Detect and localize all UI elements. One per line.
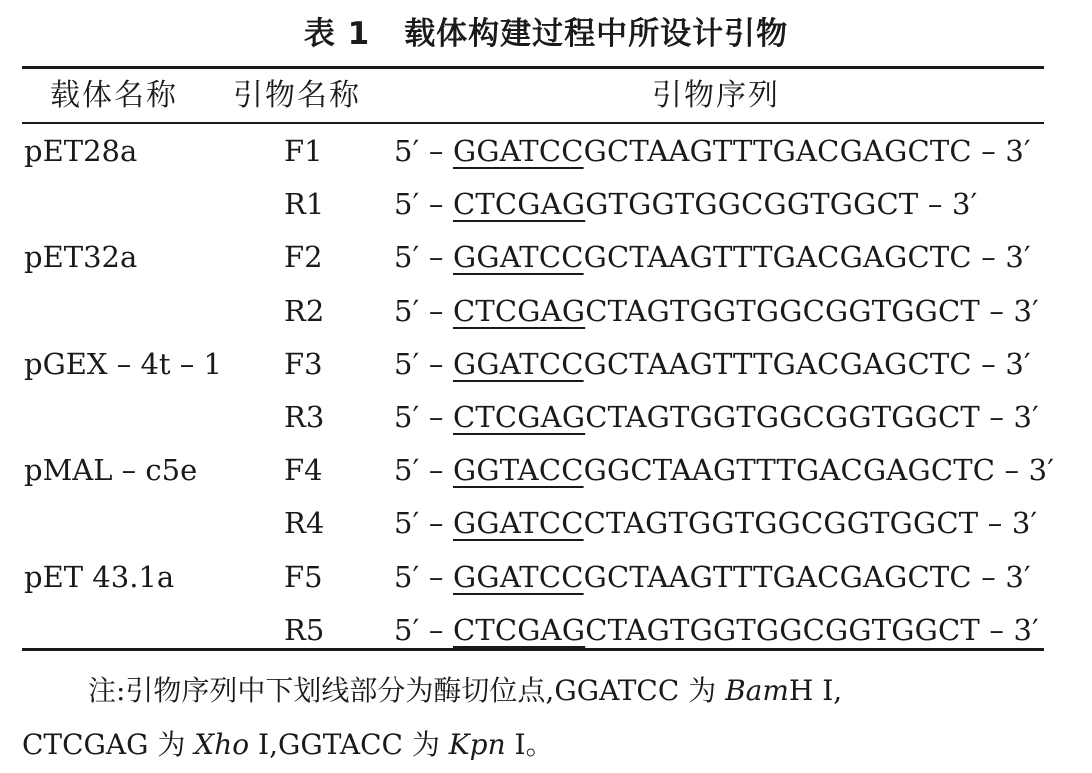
restriction-site: GGTACC — [452, 453, 584, 488]
table-row — [22, 284, 1082, 337]
table-title — [0, 12, 1092, 56]
footnote-part: 注:引物序列中下划线部分为酶切位点,GGATCC 为 — [88, 674, 726, 707]
table-row — [22, 550, 1082, 603]
footnote-part: Ⅰ,GGTACC 为 — [249, 728, 449, 761]
sequence-body: GCTAAGTTTGACGAGCTC — [583, 559, 972, 594]
table-number: 表 1 — [303, 16, 371, 52]
table-row — [22, 443, 1082, 496]
sequence-suffix: – 3′ — [918, 187, 978, 222]
header-primer-name: 引物名称 — [233, 78, 361, 113]
table-row — [22, 337, 1082, 390]
footnote-part: Ⅰ。 — [505, 728, 554, 761]
vector-name: pMAL – c5e — [24, 453, 198, 488]
sequence-body: GCTAAGTTTGACGAGCTC — [583, 240, 972, 275]
table-row — [22, 230, 1082, 283]
primer-sequence — [394, 504, 1037, 542]
table-row — [22, 177, 1082, 230]
table-row — [22, 124, 1082, 177]
primer-sequence — [394, 611, 1039, 649]
sequence-prefix: 5′ – — [394, 134, 453, 168]
sequence-body: GGCTAAGTTTGACGAGCTC — [583, 453, 996, 488]
primer-sequence — [394, 292, 1039, 330]
primer-name: R4 — [284, 506, 325, 541]
sequence-suffix: – 3′ — [971, 346, 1031, 381]
sequence-prefix: 5′ – — [394, 399, 453, 434]
primer-name: F5 — [284, 559, 323, 594]
sequence-body: GCTAAGTTTGACGAGCTC — [583, 134, 972, 168]
sequence-suffix: – 3′ — [979, 399, 1039, 434]
table-row — [22, 496, 1082, 549]
table-caption: 载体构建过程中所设计引物 — [404, 16, 789, 52]
primer-sequence — [394, 238, 1031, 276]
sequence-suffix: – 3′ — [978, 506, 1038, 541]
footnote-part: H Ⅰ, — [788, 674, 843, 707]
sequence-prefix: 5′ – — [394, 453, 453, 488]
restriction-site: GGATCC — [452, 240, 584, 275]
sequence-body: GTGGTGGCGGTGGCT — [585, 187, 919, 222]
primer-name: F1 — [284, 134, 323, 168]
restriction-site: GGATCC — [452, 346, 584, 381]
restriction-site: CTCGAG — [452, 187, 586, 222]
sequence-prefix: 5′ – — [394, 187, 453, 222]
header-primer-sequence: 引物序列 — [652, 78, 780, 113]
primer-name: F3 — [284, 346, 323, 381]
sequence-suffix: – 3′ — [995, 453, 1055, 488]
primer-sequence — [394, 132, 1031, 170]
sequence-body: CTAGTGGTGGCGGTGGCT — [585, 399, 980, 434]
primer-name: R2 — [284, 293, 325, 328]
top-rule — [22, 66, 1044, 69]
restriction-site: GGATCC — [452, 134, 584, 168]
sequence-prefix: 5′ – — [394, 506, 453, 541]
primer-name: R3 — [284, 399, 325, 434]
sequence-prefix: 5′ – — [394, 293, 453, 328]
table-row — [22, 390, 1082, 443]
enzyme-name: Xho — [194, 728, 250, 761]
sequence-body: GCTAAGTTTGACGAGCTC — [583, 346, 972, 381]
primer-name: R1 — [284, 187, 325, 222]
restriction-site: GGATCC — [452, 506, 584, 541]
sequence-body: CTAGTGGTGGCGGTGGCT — [583, 506, 979, 541]
vector-name: pET28a — [24, 134, 138, 168]
header-vector-name: 载体名称 — [50, 78, 178, 113]
primer-name: R5 — [284, 612, 325, 647]
sequence-prefix: 5′ – — [394, 559, 453, 594]
enzyme-name: Kpn — [448, 728, 506, 761]
primer-name: F2 — [284, 240, 323, 275]
sequence-suffix: – 3′ — [971, 559, 1031, 594]
sequence-body: CTAGTGGTGGCGGTGGCT — [585, 293, 980, 328]
primer-sequence — [394, 451, 1054, 489]
table-footnote — [22, 664, 1072, 772]
sequence-suffix: – 3′ — [979, 293, 1039, 328]
restriction-site: CTCGAG — [452, 293, 586, 328]
restriction-site: CTCGAG — [452, 612, 586, 647]
restriction-site: CTCGAG — [452, 399, 586, 434]
footnote-part: CTCGAG 为 — [22, 728, 195, 761]
bottom-rule — [22, 648, 1044, 651]
sequence-prefix: 5′ – — [394, 240, 453, 275]
vector-name: pET 43.1a — [24, 559, 175, 594]
sequence-prefix: 5′ – — [394, 612, 453, 647]
primer-sequence — [394, 558, 1031, 596]
vector-name: pET32a — [24, 240, 138, 275]
primer-sequence — [394, 185, 977, 223]
restriction-site: GGATCC — [452, 559, 584, 594]
primer-name: F4 — [284, 453, 323, 488]
table-body — [22, 124, 1082, 656]
sequence-prefix: 5′ – — [394, 346, 453, 381]
primer-sequence — [394, 398, 1039, 436]
sequence-suffix: – 3′ — [979, 612, 1039, 647]
sequence-body: CTAGTGGTGGCGGTGGCT — [585, 612, 980, 647]
sequence-suffix: – 3′ — [971, 240, 1031, 275]
sequence-suffix: – 3′ — [971, 134, 1031, 168]
enzyme-name: Bam — [725, 674, 789, 707]
primer-sequence — [394, 345, 1031, 383]
vector-name: pGEX – 4t – 1 — [24, 346, 222, 381]
